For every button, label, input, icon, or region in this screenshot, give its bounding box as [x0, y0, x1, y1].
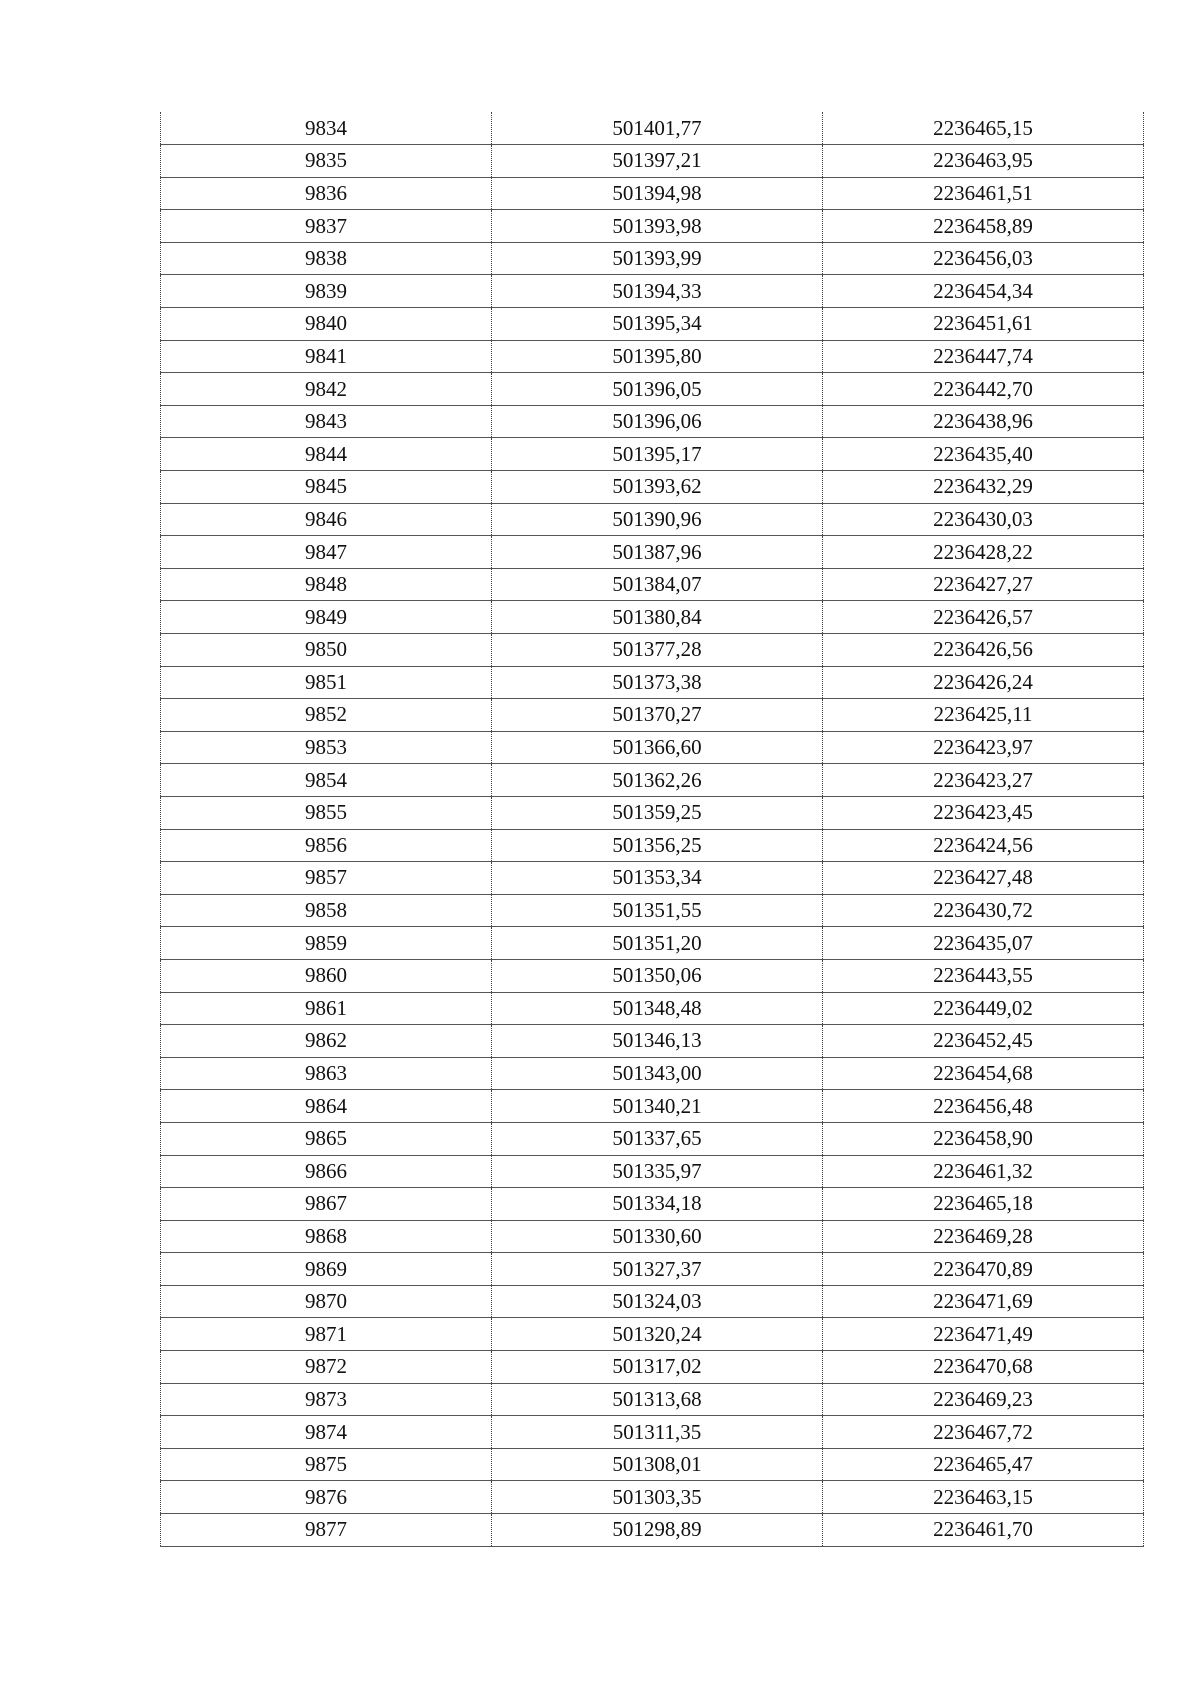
table-row [161, 145, 1144, 178]
x-coordinate-cell: 501393,98 [492, 210, 823, 243]
point-number-cell: 9872 [161, 1351, 492, 1384]
x-coordinate-cell: 501334,18 [492, 1188, 823, 1221]
y-coordinate-cell: 2236443,55 [823, 959, 1144, 992]
x-coordinate-cell: 501320,24 [492, 1318, 823, 1351]
x-coordinate-cell: 501359,25 [492, 796, 823, 829]
table-row [161, 764, 1144, 797]
x-coordinate-cell: 501308,01 [492, 1448, 823, 1481]
table-row [161, 177, 1144, 210]
x-coordinate-cell: 501393,62 [492, 471, 823, 504]
x-coordinate-cell: 501394,98 [492, 177, 823, 210]
x-coordinate-cell: 501395,34 [492, 308, 823, 341]
point-number-cell: 9836 [161, 177, 492, 210]
table-row [161, 1122, 1144, 1155]
table-row [161, 373, 1144, 406]
y-coordinate-cell: 2236427,48 [823, 862, 1144, 895]
point-number-cell: 9842 [161, 373, 492, 406]
table-row [161, 829, 1144, 862]
table-row [161, 1253, 1144, 1286]
y-coordinate-cell: 2236447,74 [823, 340, 1144, 373]
y-coordinate-cell: 2236427,27 [823, 568, 1144, 601]
table-row [161, 927, 1144, 960]
point-number-cell: 9867 [161, 1188, 492, 1221]
table-row [161, 1090, 1144, 1123]
x-coordinate-cell: 501353,34 [492, 862, 823, 895]
x-coordinate-cell: 501356,25 [492, 829, 823, 862]
point-number-cell: 9856 [161, 829, 492, 862]
point-number-cell: 9865 [161, 1122, 492, 1155]
point-number-cell: 9858 [161, 894, 492, 927]
table-row [161, 210, 1144, 243]
y-coordinate-cell: 2236470,89 [823, 1253, 1144, 1286]
x-coordinate-cell: 501324,03 [492, 1285, 823, 1318]
x-coordinate-cell: 501335,97 [492, 1155, 823, 1188]
y-coordinate-cell: 2236430,72 [823, 894, 1144, 927]
point-number-cell: 9877 [161, 1514, 492, 1547]
table-row [161, 568, 1144, 601]
y-coordinate-cell: 2236452,45 [823, 1025, 1144, 1058]
x-coordinate-cell: 501366,60 [492, 731, 823, 764]
table-row [161, 308, 1144, 341]
coordinates-table [160, 112, 1144, 1547]
y-coordinate-cell: 2236454,34 [823, 275, 1144, 308]
y-coordinate-cell: 2236465,15 [823, 112, 1144, 145]
y-coordinate-cell: 2236469,28 [823, 1220, 1144, 1253]
x-coordinate-cell: 501370,27 [492, 699, 823, 732]
point-number-cell: 9840 [161, 308, 492, 341]
table-row [161, 959, 1144, 992]
y-coordinate-cell: 2236426,24 [823, 666, 1144, 699]
x-coordinate-cell: 501393,99 [492, 242, 823, 275]
x-coordinate-cell: 501350,06 [492, 959, 823, 992]
y-coordinate-cell: 2236423,45 [823, 796, 1144, 829]
table-row [161, 731, 1144, 764]
y-coordinate-cell: 2236451,61 [823, 308, 1144, 341]
table-row [161, 112, 1144, 145]
table-row [161, 1514, 1144, 1547]
point-number-cell: 9857 [161, 862, 492, 895]
table-row [161, 894, 1144, 927]
x-coordinate-cell: 501298,89 [492, 1514, 823, 1547]
y-coordinate-cell: 2236471,49 [823, 1318, 1144, 1351]
x-coordinate-cell: 501327,37 [492, 1253, 823, 1286]
point-number-cell: 9843 [161, 405, 492, 438]
y-coordinate-cell: 2236426,57 [823, 601, 1144, 634]
y-coordinate-cell: 2236471,69 [823, 1285, 1144, 1318]
x-coordinate-cell: 501348,48 [492, 992, 823, 1025]
point-number-cell: 9852 [161, 699, 492, 732]
table-row [161, 242, 1144, 275]
point-number-cell: 9866 [161, 1155, 492, 1188]
table-row [161, 438, 1144, 471]
point-number-cell: 9871 [161, 1318, 492, 1351]
x-coordinate-cell: 501380,84 [492, 601, 823, 634]
y-coordinate-cell: 2236454,68 [823, 1057, 1144, 1090]
table-row [161, 796, 1144, 829]
y-coordinate-cell: 2236442,70 [823, 373, 1144, 406]
point-number-cell: 9851 [161, 666, 492, 699]
table-row [161, 601, 1144, 634]
y-coordinate-cell: 2236426,56 [823, 634, 1144, 667]
table-row [161, 992, 1144, 1025]
x-coordinate-cell: 501395,80 [492, 340, 823, 373]
y-coordinate-cell: 2236458,89 [823, 210, 1144, 243]
x-coordinate-cell: 501390,96 [492, 503, 823, 536]
y-coordinate-cell: 2236461,51 [823, 177, 1144, 210]
y-coordinate-cell: 2236470,68 [823, 1351, 1144, 1384]
x-coordinate-cell: 501330,60 [492, 1220, 823, 1253]
point-number-cell: 9863 [161, 1057, 492, 1090]
y-coordinate-cell: 2236458,90 [823, 1122, 1144, 1155]
x-coordinate-cell: 501373,38 [492, 666, 823, 699]
point-number-cell: 9864 [161, 1090, 492, 1123]
point-number-cell: 9862 [161, 1025, 492, 1058]
table-row [161, 340, 1144, 373]
x-coordinate-cell: 501313,68 [492, 1383, 823, 1416]
y-coordinate-cell: 2236449,02 [823, 992, 1144, 1025]
point-number-cell: 9838 [161, 242, 492, 275]
x-coordinate-cell: 501337,65 [492, 1122, 823, 1155]
table-row [161, 1448, 1144, 1481]
y-coordinate-cell: 2236461,70 [823, 1514, 1144, 1547]
table-row [161, 503, 1144, 536]
point-number-cell: 9844 [161, 438, 492, 471]
y-coordinate-cell: 2236428,22 [823, 536, 1144, 569]
point-number-cell: 9854 [161, 764, 492, 797]
point-number-cell: 9868 [161, 1220, 492, 1253]
table-row [161, 1416, 1144, 1449]
point-number-cell: 9841 [161, 340, 492, 373]
y-coordinate-cell: 2236463,95 [823, 145, 1144, 178]
y-coordinate-cell: 2236461,32 [823, 1155, 1144, 1188]
point-number-cell: 9869 [161, 1253, 492, 1286]
table-row [161, 699, 1144, 732]
x-coordinate-cell: 501377,28 [492, 634, 823, 667]
y-coordinate-cell: 2236425,11 [823, 699, 1144, 732]
table-row [161, 1155, 1144, 1188]
x-coordinate-cell: 501401,77 [492, 112, 823, 145]
point-number-cell: 9834 [161, 112, 492, 145]
x-coordinate-cell: 501311,35 [492, 1416, 823, 1449]
x-coordinate-cell: 501343,00 [492, 1057, 823, 1090]
table-row [161, 1351, 1144, 1384]
x-coordinate-cell: 501387,96 [492, 536, 823, 569]
y-coordinate-cell: 2236435,40 [823, 438, 1144, 471]
x-coordinate-cell: 501396,05 [492, 373, 823, 406]
table-row [161, 1318, 1144, 1351]
coordinates-table-body [161, 112, 1144, 1546]
y-coordinate-cell: 2236456,48 [823, 1090, 1144, 1123]
point-number-cell: 9855 [161, 796, 492, 829]
y-coordinate-cell: 2236432,29 [823, 471, 1144, 504]
x-coordinate-cell: 501394,33 [492, 275, 823, 308]
y-coordinate-cell: 2236438,96 [823, 405, 1144, 438]
y-coordinate-cell: 2236424,56 [823, 829, 1144, 862]
table-row [161, 1481, 1144, 1514]
point-number-cell: 9850 [161, 634, 492, 667]
point-number-cell: 9849 [161, 601, 492, 634]
y-coordinate-cell: 2236423,97 [823, 731, 1144, 764]
table-row [161, 1285, 1144, 1318]
x-coordinate-cell: 501351,55 [492, 894, 823, 927]
point-number-cell: 9875 [161, 1448, 492, 1481]
table-row [161, 471, 1144, 504]
point-number-cell: 9839 [161, 275, 492, 308]
table-row [161, 862, 1144, 895]
y-coordinate-cell: 2236435,07 [823, 927, 1144, 960]
y-coordinate-cell: 2236456,03 [823, 242, 1144, 275]
point-number-cell: 9870 [161, 1285, 492, 1318]
point-number-cell: 9835 [161, 145, 492, 178]
x-coordinate-cell: 501346,13 [492, 1025, 823, 1058]
x-coordinate-cell: 501395,17 [492, 438, 823, 471]
y-coordinate-cell: 2236465,18 [823, 1188, 1144, 1221]
point-number-cell: 9847 [161, 536, 492, 569]
x-coordinate-cell: 501317,02 [492, 1351, 823, 1384]
table-row [161, 405, 1144, 438]
x-coordinate-cell: 501340,21 [492, 1090, 823, 1123]
y-coordinate-cell: 2236465,47 [823, 1448, 1144, 1481]
table-row [161, 536, 1144, 569]
y-coordinate-cell: 2236467,72 [823, 1416, 1144, 1449]
x-coordinate-cell: 501362,26 [492, 764, 823, 797]
x-coordinate-cell: 501384,07 [492, 568, 823, 601]
table-row [161, 634, 1144, 667]
point-number-cell: 9848 [161, 568, 492, 601]
table-row [161, 275, 1144, 308]
y-coordinate-cell: 2236423,27 [823, 764, 1144, 797]
point-number-cell: 9873 [161, 1383, 492, 1416]
table-row [161, 1057, 1144, 1090]
point-number-cell: 9860 [161, 959, 492, 992]
table-row [161, 1220, 1144, 1253]
point-number-cell: 9859 [161, 927, 492, 960]
x-coordinate-cell: 501396,06 [492, 405, 823, 438]
table-row [161, 666, 1144, 699]
x-coordinate-cell: 501351,20 [492, 927, 823, 960]
table-row [161, 1383, 1144, 1416]
y-coordinate-cell: 2236430,03 [823, 503, 1144, 536]
point-number-cell: 9837 [161, 210, 492, 243]
x-coordinate-cell: 501303,35 [492, 1481, 823, 1514]
point-number-cell: 9846 [161, 503, 492, 536]
y-coordinate-cell: 2236469,23 [823, 1383, 1144, 1416]
table-row [161, 1025, 1144, 1058]
point-number-cell: 9861 [161, 992, 492, 1025]
point-number-cell: 9876 [161, 1481, 492, 1514]
point-number-cell: 9853 [161, 731, 492, 764]
point-number-cell: 9874 [161, 1416, 492, 1449]
point-number-cell: 9845 [161, 471, 492, 504]
y-coordinate-cell: 2236463,15 [823, 1481, 1144, 1514]
table-row [161, 1188, 1144, 1221]
x-coordinate-cell: 501397,21 [492, 145, 823, 178]
